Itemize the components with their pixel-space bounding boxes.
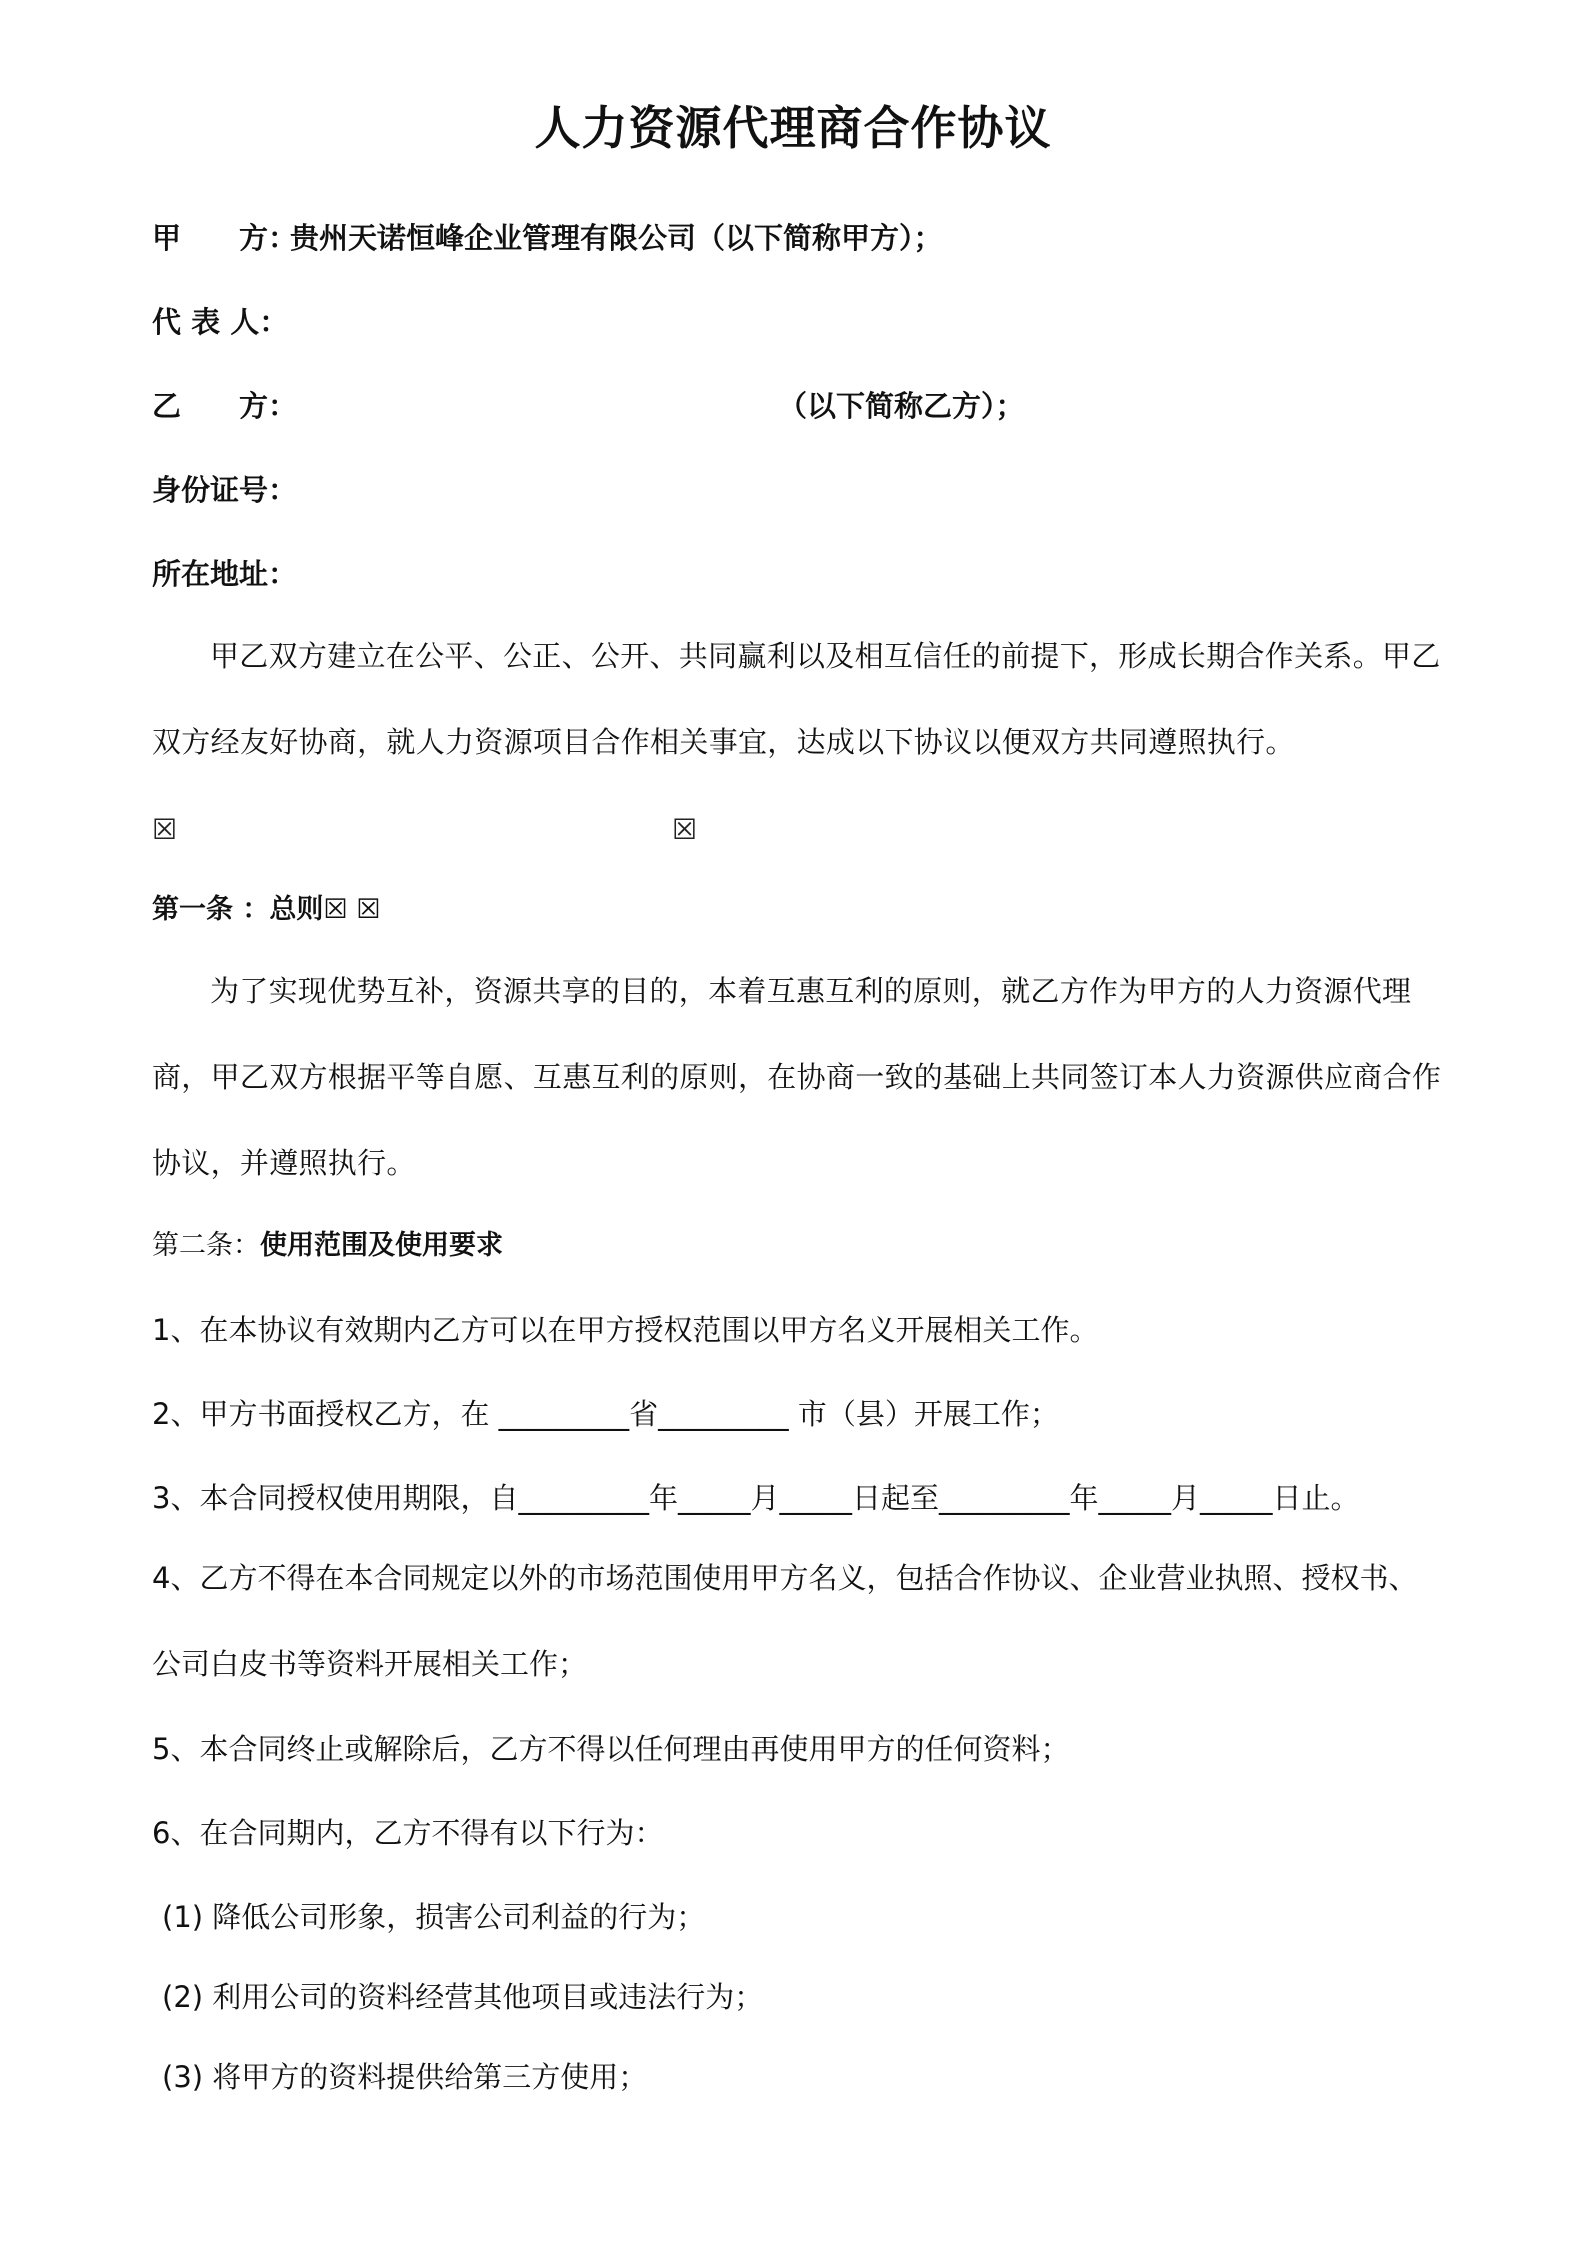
article-2-name: 使用范围及使用要求 [260, 1230, 503, 1261]
intro-paragraph: 甲乙双方建立在公平、公正、公开、共同赢利以及相互信任的前提下，形成长期合作关系。甲乙双方经友好协商，就人力资源项目合作相关事宜，达成以下协议以便双方共同遵照执行。 [152, 639, 1441, 759]
party-a-value: 贵州天诺恒峰企业管理有限公司（以下简称甲方）； [290, 221, 943, 255]
representative-label: 代 表 人： [152, 305, 289, 339]
article-1-name: 总则 [269, 894, 324, 925]
checkbox-mark-right: ☒ [672, 813, 698, 846]
article-1-number: 第一条 ： [152, 894, 270, 925]
address-label: 所在地址： [152, 557, 298, 591]
article-2-heading [152, 1226, 503, 1266]
id-number-label: 身份证号： [152, 473, 298, 507]
party-b-label: 乙 方： [152, 389, 298, 423]
article-2-item: 4、乙方不得在本合同规定以外的市场范围使用甲方名义，包括合作协议、企业营业执照、授权书、公司白皮书等资料开展相关工作； [152, 1561, 1418, 1681]
article-2-item: 3、本合同授权使用期限，自_________年_____月_____日起至_________年_____月_____日止。 [152, 1481, 1360, 1515]
article-2-sub-item: (3) 将甲方的资料提供给第三方使用； [162, 2060, 648, 2094]
article-2-item: 5、本合同终止或解除后，乙方不得以任何理由再使用甲方的任何资料； [152, 1732, 1070, 1766]
party-a-label: 甲 方： [152, 221, 298, 255]
document-title: 人力资源代理商合作协议 [534, 101, 1052, 155]
article-2-sub-item: (2) 利用公司的资料经营其他项目或违法行为； [162, 1980, 764, 2014]
article-2-item: 1、在本协议有效期内乙方可以在甲方授权范围以甲方名义开展相关工作。 [152, 1313, 1099, 1347]
article-2-number: 第二条： [152, 1230, 260, 1261]
checkbox-mark-left: ☒ [152, 813, 178, 846]
party-a-line [152, 218, 943, 258]
party-b-line [152, 386, 298, 426]
article-1-heading [152, 890, 380, 930]
article-2-item: 2、甲方书面授权乙方，在 _________省_________ 市（县）开展工作； [152, 1397, 1059, 1431]
article-1-marks: ☒ ☒ [323, 894, 381, 925]
article-2-sub-item: (1) 降低公司形象，损害公司利益的行为； [162, 1900, 706, 1934]
party-b-suffix: （以下简称乙方）； [778, 389, 1025, 423]
article-2-item: 6、在合同期内，乙方不得有以下行为： [152, 1816, 664, 1850]
article-1-paragraph: 为了实现优势互补，资源共享的目的，本着互惠互利的原则，就乙方作为甲方的人力资源代理商，甲乙双方根据平等自愿、互惠互利的原则，在协商一致的基础上共同签订本人力资源供应商合作协议，并遵照执行。 [152, 974, 1442, 1180]
